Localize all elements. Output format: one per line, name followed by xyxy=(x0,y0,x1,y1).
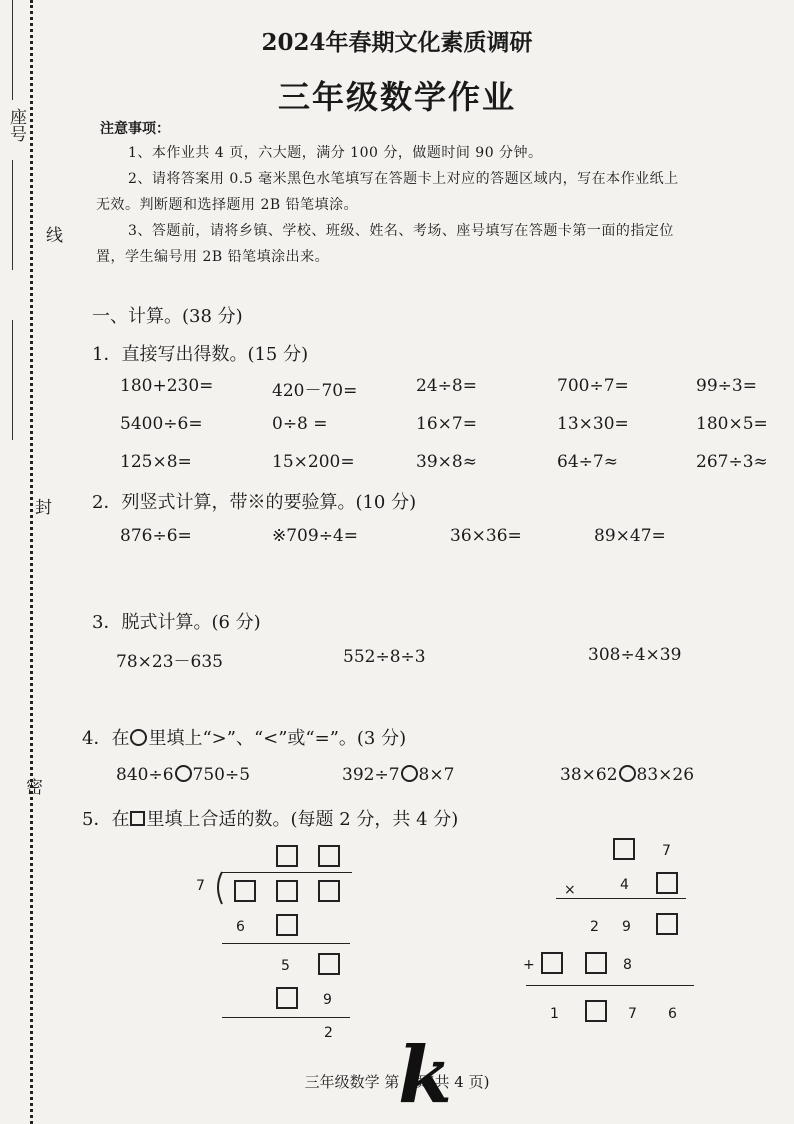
q1-item: 13×30= xyxy=(557,414,629,434)
binding-line-mid xyxy=(12,160,13,270)
q2-item: 36×36= xyxy=(450,526,522,546)
sum-digit: 1 xyxy=(550,1006,559,1022)
q3-item: 552÷8÷3 xyxy=(343,647,426,667)
remainder-digit: 2 xyxy=(324,1025,333,1041)
division-bar xyxy=(222,872,352,873)
times-sign: × xyxy=(564,882,576,898)
notice-item-2a: 2、请将答案用 0.5 毫米黑色水笔填写在答题卡上对应的答题区域内，写在本作业纸上 xyxy=(128,171,679,187)
q2-item: 89×47= xyxy=(594,526,666,546)
binding-line-lower xyxy=(12,320,13,440)
mult-digit: 8 xyxy=(623,957,632,973)
q1-item: 99÷3= xyxy=(696,376,757,396)
answer-box[interactable] xyxy=(656,913,678,935)
q3-title: 3．脱式计算。(6 分) xyxy=(92,612,261,633)
notice-item-1: 1、本作业共 4 页，六大题，满分 100 分，做题时间 90 分钟。 xyxy=(128,145,543,161)
answer-box[interactable] xyxy=(541,952,563,974)
q4-title-prefix: 4．在 xyxy=(82,728,130,749)
answer-box[interactable] xyxy=(585,952,607,974)
k-logo-mark: k xyxy=(398,1030,453,1121)
q4-item-3 xyxy=(560,765,694,785)
division-rule xyxy=(222,943,350,944)
q5-title-prefix: 5．在 xyxy=(82,809,130,830)
q4-right-expr: 83×26 xyxy=(636,765,695,785)
notice-heading: 注意事项： xyxy=(100,121,170,137)
answer-circle[interactable] xyxy=(401,765,418,782)
answer-box[interactable] xyxy=(613,838,635,860)
mult-digit: 2 xyxy=(590,919,599,935)
q1-item: 267÷3≈ xyxy=(696,452,768,472)
q1-item: 700÷7= xyxy=(557,376,629,396)
division-digit: 5 xyxy=(281,958,290,974)
compare-circle-icon xyxy=(130,729,147,746)
blank-square-icon xyxy=(130,811,145,826)
q1-title: 1．直接写出得数。(15 分) xyxy=(92,344,309,365)
sum-digit: 7 xyxy=(628,1006,637,1022)
q2-title: 2．列竖式计算，带※的要验算。(10 分) xyxy=(92,492,417,513)
binding-dotted-line xyxy=(30,0,33,1124)
q4-right-expr: 8×7 xyxy=(418,765,455,785)
q3-item: 308÷4×39 xyxy=(588,645,682,665)
q1-item: 16×7= xyxy=(416,414,477,434)
divisor-digit: 7 xyxy=(196,878,205,894)
q1-item: 64÷7≈ xyxy=(557,452,618,472)
q4-item-2 xyxy=(342,765,454,785)
q4-left-expr: 38×62 xyxy=(560,765,618,785)
division-digit: 6 xyxy=(236,919,245,935)
q4-title-suffix: 里填上“>”、“<”或“=”。(3 分) xyxy=(148,728,407,749)
page-footer: 三年级数学 第 1页(共 4 页) xyxy=(304,1073,490,1091)
mult-digit: 9 xyxy=(622,919,631,935)
secret-mark: 密 xyxy=(22,778,42,795)
mult-rule xyxy=(556,898,686,899)
answer-box[interactable] xyxy=(656,872,678,894)
q1-item: 125×8= xyxy=(120,452,192,472)
sum-rule xyxy=(526,985,694,986)
answer-box[interactable] xyxy=(276,880,298,902)
sum-digit: 6 xyxy=(668,1006,677,1022)
notice-item-3a: 3、答题前，请将乡镇、学校、班级、姓名、考场、座号填写在答题卡第一面的指定位 xyxy=(128,223,674,239)
q1-item: 180×5= xyxy=(696,414,768,434)
q4-item-1 xyxy=(116,765,250,785)
answer-box[interactable] xyxy=(318,880,340,902)
q1-item: 180+230= xyxy=(120,376,214,396)
answer-box[interactable] xyxy=(276,914,298,936)
q1-item: 0÷8 = xyxy=(272,414,328,434)
seat-label: 座号 xyxy=(6,108,26,142)
q5-title xyxy=(82,805,458,831)
division-bracket xyxy=(210,871,224,905)
q4-title xyxy=(82,724,406,750)
exam-title: 2024年春期文化素质调研 xyxy=(261,29,533,56)
q3-item: 78×23－635 xyxy=(116,652,223,672)
answer-box[interactable] xyxy=(276,987,298,1009)
q4-right-expr: 750÷5 xyxy=(192,765,251,785)
answer-box[interactable] xyxy=(276,845,298,867)
q1-item: 420－70= xyxy=(272,381,358,401)
seal-mark: 封 xyxy=(31,498,51,515)
q4-left-expr: 840÷6 xyxy=(116,765,174,785)
answer-box[interactable] xyxy=(234,880,256,902)
mult-digit: 7 xyxy=(662,843,671,859)
q2-item: ※709÷4= xyxy=(272,526,358,546)
q1-item: 5400÷6= xyxy=(120,414,203,434)
mult-digit: 4 xyxy=(620,877,629,893)
division-digit: 9 xyxy=(323,992,332,1008)
answer-circle[interactable] xyxy=(175,765,192,782)
answer-box[interactable] xyxy=(318,845,340,867)
section-1-title: 一、计算。(38 分) xyxy=(92,306,243,327)
q4-left-expr: 392÷7 xyxy=(342,765,400,785)
q1-item: 24÷8= xyxy=(416,376,477,396)
plus-sign: + xyxy=(523,957,535,973)
q5-title-suffix: 里填上合适的数。(每题 2 分，共 4 分) xyxy=(146,809,459,830)
line-mark: 线 xyxy=(42,226,62,243)
answer-box[interactable] xyxy=(585,1000,607,1022)
notice-item-2b: 无效。判断题和选择题用 2B 铅笔填涂。 xyxy=(96,197,359,213)
answer-box[interactable] xyxy=(318,953,340,975)
q1-item: 15×200= xyxy=(272,452,355,472)
q1-item: 39×8≈ xyxy=(416,452,477,472)
notice-item-3b: 置，学生编号用 2B 铅笔填涂出来。 xyxy=(96,249,330,265)
q2-item: 876÷6= xyxy=(120,526,192,546)
exam-subtitle: 三年级数学作业 xyxy=(277,78,516,116)
answer-circle[interactable] xyxy=(619,765,636,782)
division-rule xyxy=(222,1017,350,1018)
